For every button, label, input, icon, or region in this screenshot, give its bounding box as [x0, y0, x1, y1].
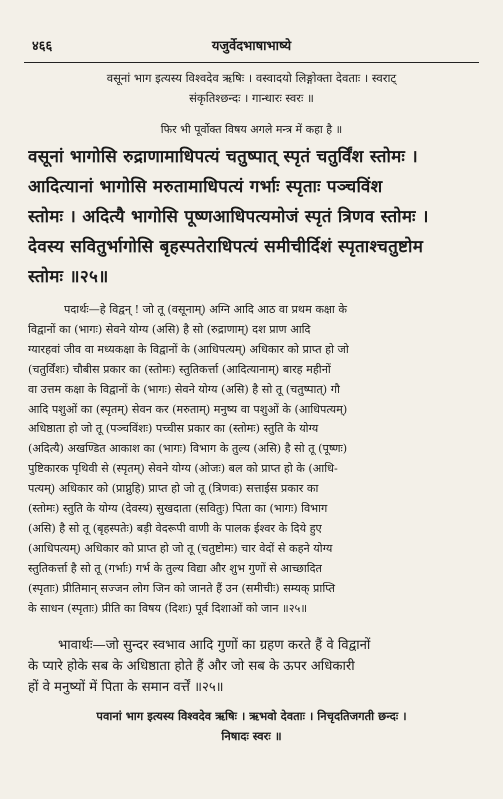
- mantra-line: वसूनां भागोसि रुद्राणामाधिपत्यं चतुष्पात् स्पृतं चतुर्विंश स्तोमः ।: [28, 147, 419, 167]
- padartha-line: आदि पशुओं का (स्पृतम्) सेवन कर (मरुताम्) मनुष्य वा पशुओं के (आधिपत्यम्): [28, 402, 348, 416]
- padartha-block: [28, 300, 479, 619]
- padartha-line: अधिष्ठाता हो जो तू (पञ्चविंशः) पच्चीस प्रकार का (स्तोमः) स्तुति के योग्य: [28, 422, 319, 436]
- running-title: यजुर्वेदभाषाभाष्ये: [211, 39, 292, 54]
- page-header: [24, 36, 479, 58]
- padartha-line: (चतुर्विंशः) चौबीस प्रकार का (स्तोमः) स्तुतिकर्त्ता (आदित्यानाम्) बारह महीनों: [28, 362, 331, 376]
- padartha-line: (अदित्यै) अखण्डित आकाश का (भागः) विभाग के तुल्य (असि) है सो तू (पूष्णः): [28, 442, 348, 456]
- padartha-line: (असि) है सो तू (बृहस्पतेः) बड़ी वेदरूपी वाणी के पालक ईश्वर के दिये हुए: [28, 521, 322, 535]
- padartha-line: ग्यारहवां जीव वा मध्यकक्षा के विद्वानों के (आधिपत्यम्) अधिकार को प्राप्त हो जो: [28, 342, 349, 356]
- chhanda-line: निषादः स्वरः ॥: [221, 729, 282, 743]
- mantra-line: देवस्य सवितुर्भागोसि बृहस्पतेराधिपत्यं समीचीर्दिशं स्पृताश्चतुष्टोम: [28, 237, 424, 257]
- rishi-line: पवानां भाग इत्यस्य विश्वदेव ऋषिः । ऋभवो देवताः । निचृदतिजगती छन्दः ।: [96, 709, 407, 723]
- bhavartha-line: के प्यारे होके सब के अधिष्ठाता होते हैं और जो सब के ऊपर अधिकारी: [28, 659, 355, 674]
- chhanda-line: संकृतिश्छन्दः । गान्धारः स्वरः ॥: [189, 91, 314, 105]
- mantra-line: आदित्यानां भागोसि मरुतामाधिपत्यं गर्भाः स्पृताः पञ्चविंश: [28, 177, 383, 197]
- padartha-line: पत्यम्) अधिकार को (प्राप्नुहि) प्राप्त हो जो तू (त्रिणवः) सत्ताईस प्रकार का: [28, 482, 319, 496]
- padartha-line: (स्पृताः) प्रीतिमान् सज्जन लोग जिन को जानते हैं उन (समीचीः) सम्यक् प्राप्ति: [28, 581, 336, 595]
- rishi-devata-top: [26, 68, 477, 108]
- bhavartha-block: [28, 635, 481, 698]
- mantra-line: स्तोमः ॥२५॥: [28, 267, 109, 287]
- header-rule: [24, 62, 479, 63]
- page-number: ४६६: [32, 39, 53, 54]
- padartha-line: (आधिपत्यम्) अधिकार को प्राप्त हो जो तू (चतुष्टोमः) चार वेदों से कहने योग्य: [28, 541, 333, 555]
- padartha-line: पदार्थः—हे विद्वन् ! जो तू (वसूनाम्) अग्नि आदि आठ वा प्रथम कक्षा के: [64, 303, 347, 316]
- mantra-block: [28, 142, 483, 292]
- bhavartha-line: हों वे मनुष्यों में पिता के समान वर्त्तें ॥२५॥: [28, 680, 224, 695]
- mantra-line: स्तोमः । अदित्यै भागोसि पूष्णआधिपत्यमोजं स्पृतं त्रिणव स्तोमः ।: [28, 207, 429, 227]
- padartha-line: स्तुतिकर्त्ता है सो तू (गर्भाः) गर्भ के तुल्य विद्या और शुभ गुणों से आच्छादित: [28, 561, 322, 575]
- rishi-devata-bottom: [26, 706, 477, 746]
- bhavartha-line: भावार्थः—जो सुन्दर स्वभाव आदि गुणों का ग्रहण करते हैं वे विद्वानों: [58, 638, 371, 653]
- padartha-line: के साधन (स्पृताः) प्रीति का विषय (दिशः) पूर्व दिशाओं को जान ॥२५॥: [28, 601, 308, 615]
- padartha-line: (स्तोमः) स्तुति के योग्य (देवस्य) सुखदाता (सवितुः) पिता का (भागः) विभाग: [28, 502, 328, 516]
- intro-line: फिर भी पूर्वोक्त विषय अगले मन्त्र में कहा है ॥: [160, 123, 343, 136]
- padartha-line: वा उत्तम कक्षा के विद्वानों के (भागः) सेवने योग्य (असि) है सो तू (चतुष्पात्) गौ: [28, 382, 340, 396]
- padartha-line: विद्वानों का (भागः) सेवने योग्य (असि) है सो (रुद्राणाम्) दश प्राण आदि: [28, 322, 311, 336]
- padartha-line: पुष्टिकारक पृथिवी से (स्पृतम्) सेवने योग्य (ओजः) बल को प्राप्त हो के (आधि-: [28, 462, 338, 476]
- rishi-line: वसूनां भाग इत्यस्य विश्वदेव ऋषिः । वस्वादयो लिङ्गोक्ता देवताः । स्वराट्: [106, 71, 397, 85]
